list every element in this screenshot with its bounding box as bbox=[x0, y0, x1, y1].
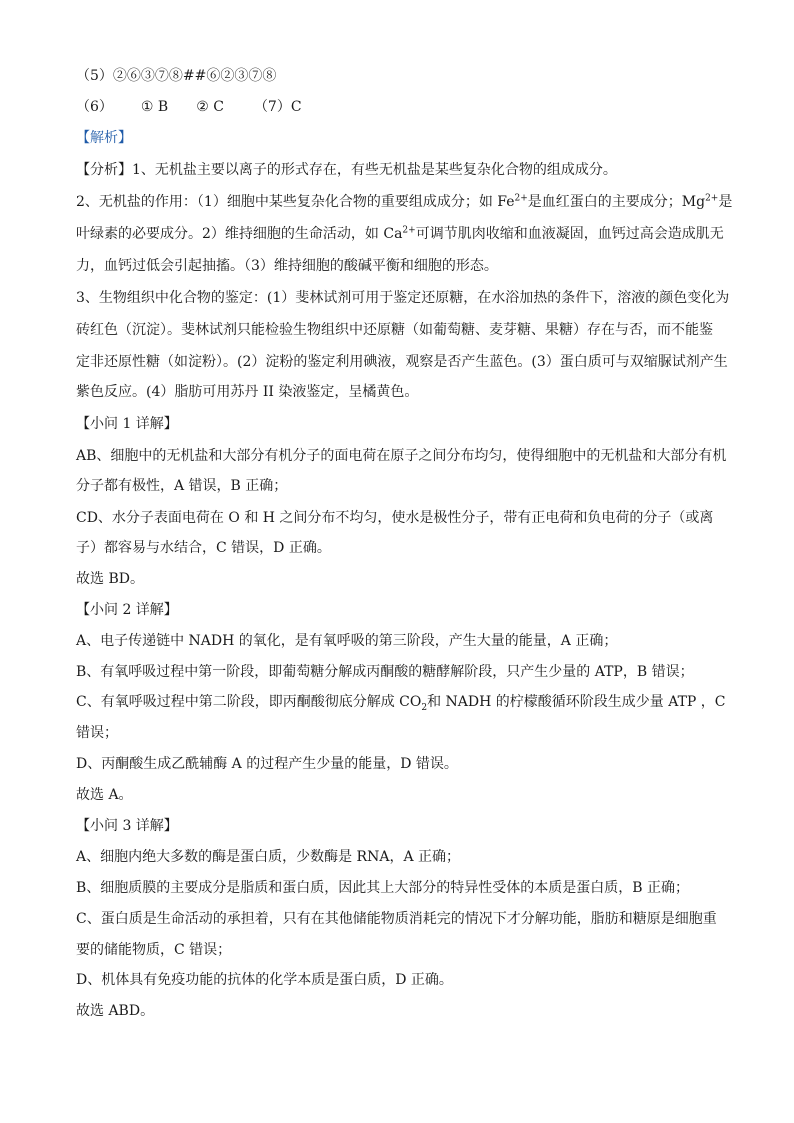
section-title: 【小问 1 详解】 bbox=[76, 416, 178, 432]
explanation-text: A、细胞内绝大多数的酶是蛋白质，少数酶是 RNA，A 正确； bbox=[76, 849, 461, 865]
answer-line-5 bbox=[76, 66, 726, 86]
superscript: 2+ bbox=[705, 193, 719, 204]
q2-line-5 bbox=[76, 754, 726, 774]
jiexi-heading bbox=[76, 128, 726, 148]
explanation-text: 和 NADH 的柠檬酸循环阶段生成少量 ATP ，C bbox=[427, 694, 726, 710]
answer-7: （7）C bbox=[253, 99, 302, 115]
q1-line-4 bbox=[76, 538, 726, 558]
q3-answer bbox=[76, 1001, 726, 1021]
q3-line-3 bbox=[76, 909, 726, 929]
analysis-text: 是血红蛋白的主要成分；Mg bbox=[527, 194, 706, 210]
answer-5-text: （5）②⑥③⑦⑧##⑥②③⑦⑧ bbox=[76, 68, 277, 84]
explanation-text: 子）都容易与水结合，C 错误，D 正确。 bbox=[76, 540, 331, 556]
q3-title bbox=[76, 816, 726, 836]
analysis-text: 定非还原性糖（如淀粉）。(2）淀粉的鉴定利用碘液，观察是否产生蓝色。(3）蛋白质可与双缩脲试剂产生 bbox=[76, 354, 728, 370]
analysis-para-3-line-2 bbox=[76, 320, 726, 340]
q2-answer bbox=[76, 785, 726, 805]
section-title: 【小问 2 详解】 bbox=[76, 602, 178, 618]
explanation-text: CD、水分子表面电荷在 O 和 H 之间分布不均匀，使水是极性分子，带有正电荷和负电荷的分子（或离 bbox=[76, 510, 714, 526]
analysis-text: 2、无机盐的作用：（1）细胞中某些复杂化合物的重要组成成分；如 Fe bbox=[76, 194, 515, 210]
explanation-text: 要的储能物质，C 错误； bbox=[76, 942, 232, 958]
jiexi-label: 【解析】 bbox=[76, 130, 132, 146]
analysis-text: 可调节肌肉收缩和血液凝固，血钙过高会造成肌无 bbox=[415, 226, 724, 242]
analysis-para-2-line-1 bbox=[76, 192, 733, 212]
q3-line-4 bbox=[76, 940, 726, 960]
explanation-text: 错误； bbox=[76, 725, 118, 741]
explanation-text: 分子都有极性，A 错误，B 正确； bbox=[76, 478, 288, 494]
superscript: 2+ bbox=[514, 193, 528, 204]
answer-6-a: ① B bbox=[140, 99, 169, 115]
analysis-text: 砖红色（沉淀）。斐林试剂只能检验生物组织中还原糖（如葡萄糖、麦芽糖、果糖）存在与否，而不能鉴 bbox=[76, 322, 713, 338]
q1-line-3 bbox=[76, 508, 726, 528]
q2-line-1 bbox=[76, 631, 726, 651]
q3-line-1 bbox=[76, 847, 726, 867]
analysis-text: 力，血钙过低会引起抽搐。（3）维持细胞的酸碱平衡和细胞的形态。 bbox=[76, 258, 498, 274]
answer-line-6 bbox=[76, 97, 726, 117]
q3-line-5 bbox=[76, 970, 726, 990]
answer-text: 故选 BD。 bbox=[76, 571, 144, 587]
q1-answer bbox=[76, 569, 726, 589]
analysis-para-3-line-4 bbox=[76, 382, 726, 402]
explanation-text: B、细胞质膜的主要成分是脂质和蛋白质，因此其上大部分的特异性受体的本质是蛋白质，B 正确； bbox=[76, 880, 690, 896]
q2-title bbox=[76, 600, 726, 620]
q1-line-1 bbox=[76, 446, 726, 466]
analysis-text: 紫色反应。(4）脂肪可用苏丹 II 染液鉴定，呈橘黄色。 bbox=[76, 384, 419, 400]
section-title: 【小问 3 详解】 bbox=[76, 818, 178, 834]
explanation-text: AB、细胞中的无机盐和大部分有机分子的面电荷在原子之间分布均匀，使得细胞中的无机盐和大部分有机 bbox=[76, 448, 727, 464]
superscript: 2+ bbox=[402, 225, 416, 236]
answer-text: 故选 ABD。 bbox=[76, 1003, 155, 1019]
answer-6-b: ② C bbox=[196, 99, 224, 115]
analysis-para-3-line-1 bbox=[76, 288, 730, 308]
answer-text: 故选 A。 bbox=[76, 787, 133, 803]
analysis-para-1 bbox=[76, 160, 726, 180]
analysis-para-3-line-3 bbox=[76, 352, 726, 372]
explanation-text: A、电子传递链中 NADH 的氧化，是有氧呼吸的第三阶段，产生大量的能量，A 正确； bbox=[76, 633, 618, 649]
explanation-text: C、有氧呼吸过程中第二阶段，即丙酮酸彻底分解成 CO bbox=[76, 694, 422, 710]
answer-6-prefix: （6） bbox=[76, 99, 113, 115]
explanation-text: C、蛋白质是生命活动的承担着，只有在其他储能物质消耗完的情况下才分解功能，脂肪和糖原是细胞重 bbox=[76, 911, 717, 927]
q2-line-2 bbox=[76, 662, 726, 682]
analysis-text: 是 bbox=[718, 194, 733, 210]
q2-line-3 bbox=[76, 692, 726, 712]
analysis-para-2-line-3 bbox=[76, 256, 726, 276]
q1-line-2 bbox=[76, 476, 726, 496]
analysis-text: 【分析】1、无机盐主要以离子的形式存在，有些无机盐是某些复杂化合物的组成成分。 bbox=[76, 162, 617, 178]
q3-line-2 bbox=[76, 878, 726, 898]
explanation-text: D、机体具有免疫功能的抗体的化学本质是蛋白质，D 正确。 bbox=[76, 972, 453, 988]
q2-line-4 bbox=[76, 723, 726, 743]
explanation-text: D、丙酮酸生成乙酰辅酶 A 的过程产生少量的能量，D 错误。 bbox=[76, 756, 458, 772]
analysis-para-2-line-2 bbox=[76, 224, 726, 244]
q1-title bbox=[76, 414, 726, 434]
analysis-text: 3、生物组织中化合物的鉴定：(1）斐林试剂可用于鉴定还原糖，在水浴加热的条件下，溶液的颜色变化为 bbox=[76, 290, 730, 306]
analysis-text: 叶绿素的必要成分。2）维持细胞的生命活动，如 Ca bbox=[76, 226, 403, 242]
subscript: 2 bbox=[421, 702, 428, 713]
explanation-text: B、有氧呼吸过程中第一阶段，即葡萄糖分解成丙酮酸的糖酵解阶段，只产生少量的 ATP，B 错误； bbox=[76, 664, 694, 680]
